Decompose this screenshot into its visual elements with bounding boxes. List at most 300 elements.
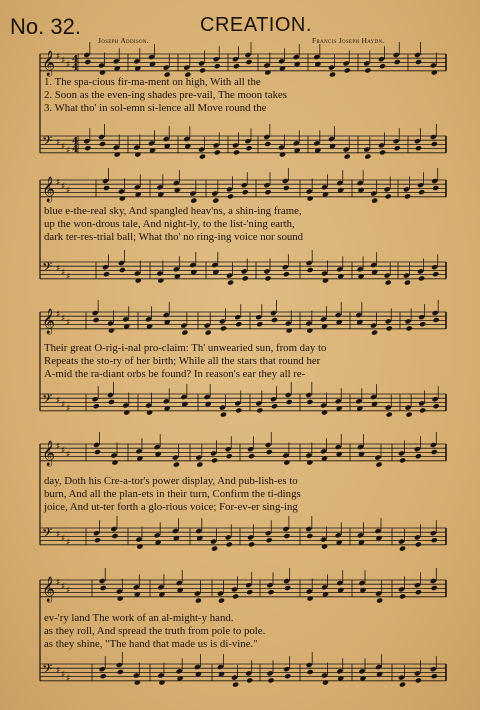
- note-head: [322, 277, 329, 283]
- note-head: [113, 58, 120, 64]
- note-head: [306, 188, 313, 194]
- note-head: [99, 69, 106, 75]
- sharp-icon: ♯: [61, 670, 66, 680]
- note-head: [267, 677, 274, 683]
- note-head: [190, 198, 197, 204]
- treble-clef-icon: 𝄞: [42, 51, 56, 76]
- note-head: [218, 598, 225, 604]
- sharp-icon: ♯: [56, 52, 61, 62]
- note-head: [344, 154, 351, 160]
- note-head: [358, 580, 365, 586]
- note-head: [84, 145, 91, 151]
- note-head: [357, 532, 364, 538]
- note-head: [385, 318, 392, 324]
- note-head: [321, 184, 328, 190]
- note-head: [283, 185, 290, 191]
- note-head: [358, 668, 365, 674]
- note-head: [195, 598, 202, 604]
- note-head: [148, 54, 155, 60]
- note-head: [285, 392, 292, 398]
- note-head: [102, 264, 109, 270]
- note-head: [107, 392, 114, 398]
- note-head: [173, 462, 180, 468]
- note-head: [245, 145, 252, 151]
- note-head: [385, 193, 392, 199]
- note-head: [176, 580, 183, 586]
- note-head: [283, 271, 290, 277]
- sharp-icon: ♯: [61, 56, 66, 66]
- note-head: [246, 589, 253, 595]
- note-head: [133, 144, 140, 150]
- sharp-icon: ♯: [56, 530, 61, 540]
- note-head: [84, 59, 91, 65]
- note-head: [399, 682, 406, 688]
- note-head: [195, 455, 202, 461]
- treble-clef-icon: 𝄞: [42, 441, 56, 466]
- note-head: [375, 591, 382, 597]
- note-head: [135, 277, 142, 283]
- note-head: [176, 668, 183, 674]
- note-head: [98, 134, 105, 140]
- note-head: [306, 260, 313, 266]
- note-head: [398, 586, 405, 592]
- note-head: [282, 264, 289, 270]
- note-head: [205, 330, 212, 336]
- note-head: [306, 588, 313, 594]
- note-head: [231, 586, 238, 592]
- note-head: [285, 320, 292, 326]
- note-head: [282, 526, 289, 532]
- note-head: [227, 280, 234, 286]
- note-head: [135, 448, 142, 454]
- note-head: [111, 459, 118, 465]
- note-head: [430, 578, 437, 584]
- note-head: [181, 330, 188, 336]
- note-head: [270, 310, 277, 316]
- note-head: [418, 275, 425, 281]
- note-head: [225, 446, 232, 452]
- note-head: [204, 323, 211, 329]
- sharp-icon: ♯: [56, 578, 61, 588]
- note-head: [103, 185, 110, 191]
- note-head: [355, 312, 362, 318]
- note-head: [219, 405, 226, 411]
- note-head: [246, 677, 253, 683]
- bass-clef-icon: 𝄢: [42, 259, 53, 278]
- note-head: [336, 266, 343, 272]
- note-head: [378, 56, 385, 62]
- note-head: [384, 273, 391, 279]
- note-head: [430, 530, 437, 536]
- note-head: [248, 541, 255, 547]
- note-head: [157, 277, 164, 283]
- note-head: [370, 394, 377, 400]
- note-head: [384, 186, 391, 192]
- note-head: [370, 323, 377, 329]
- note-head: [255, 400, 262, 406]
- note-head: [194, 664, 201, 670]
- bass-clef-icon: 𝄢: [42, 133, 53, 152]
- note-head: [233, 149, 240, 155]
- note-head: [417, 268, 424, 274]
- note-head: [83, 138, 90, 144]
- sharp-icon: ♯: [61, 446, 66, 456]
- lyrics-system-2: [44, 205, 454, 244]
- lyric-line: ev-'ry land The work of an al-might-y hand.: [44, 612, 234, 624]
- lyric-line: blue e-the-real sky, And spangled heav'ns, a shin-ing frame,: [44, 205, 302, 217]
- treble-clef-icon: 𝄞: [42, 577, 56, 602]
- note-head: [405, 405, 412, 411]
- note-head: [305, 392, 312, 398]
- sharp-icon: ♯: [66, 186, 71, 196]
- note-head: [122, 402, 129, 408]
- note-head: [376, 598, 383, 604]
- note-head: [242, 189, 249, 195]
- note-head: [418, 314, 425, 320]
- time-signature-bottom: 4: [72, 145, 79, 155]
- note-head: [135, 536, 142, 542]
- note-head: [157, 584, 164, 590]
- note-head: [419, 407, 426, 413]
- note-head: [119, 267, 126, 273]
- treble-clef-icon: 𝄞: [42, 177, 56, 202]
- note-head: [94, 449, 101, 455]
- note-head: [157, 672, 164, 678]
- sharp-icon: ♯: [61, 400, 66, 410]
- sharp-icon: ♯: [66, 146, 71, 156]
- note-head: [283, 459, 290, 465]
- note-head: [432, 396, 439, 402]
- note-head: [414, 534, 421, 540]
- note-head: [183, 65, 190, 71]
- sharp-icon: ♯: [66, 450, 71, 460]
- note-head: [374, 455, 381, 461]
- note-head: [226, 453, 233, 459]
- note-head: [247, 534, 254, 540]
- sharp-icon: ♯: [61, 268, 66, 278]
- note-head: [227, 193, 234, 199]
- note-head: [204, 394, 211, 400]
- lyrics-system-3: [44, 342, 454, 381]
- note-head: [199, 67, 206, 73]
- lyrics-system-1: [44, 76, 454, 115]
- note-head: [266, 670, 273, 676]
- note-head: [336, 668, 343, 674]
- note-head: [404, 193, 411, 199]
- note-head: [99, 578, 106, 584]
- note-head: [394, 59, 401, 65]
- sharp-icon: ♯: [61, 534, 66, 544]
- note-head: [430, 134, 437, 140]
- sharp-icon: ♯: [61, 182, 66, 192]
- note-head: [328, 65, 335, 71]
- note-head: [357, 266, 364, 272]
- lyric-line: 1. The spa-cious fir-ma-ment on high, With all the: [44, 76, 261, 88]
- note-head: [114, 151, 121, 157]
- note-head: [93, 403, 100, 409]
- lyrics-system-5: [44, 612, 454, 651]
- sharp-icon: ♯: [56, 666, 61, 676]
- note-head: [320, 402, 327, 408]
- note-head: [245, 670, 252, 676]
- note-head: [432, 185, 439, 191]
- note-head: [264, 189, 271, 195]
- note-head: [117, 595, 124, 601]
- note-head: [156, 184, 163, 190]
- note-head: [404, 280, 411, 286]
- note-head: [335, 398, 342, 404]
- note-head: [283, 533, 290, 539]
- note-head: [414, 52, 421, 58]
- note-head: [432, 271, 439, 277]
- note-head: [231, 675, 238, 681]
- sharp-icon: ♯: [56, 178, 61, 188]
- note-head: [415, 59, 422, 65]
- note-head: [415, 145, 422, 151]
- sharp-icon: ♯: [61, 142, 66, 152]
- note-head: [379, 63, 386, 69]
- note-head: [172, 455, 179, 461]
- note-head: [196, 462, 203, 468]
- note-head: [431, 537, 438, 543]
- note-head: [264, 69, 271, 75]
- note-head: [265, 442, 272, 448]
- note-head: [386, 325, 393, 331]
- note-head: [430, 666, 437, 672]
- note-head: [335, 532, 342, 538]
- note-head: [265, 530, 272, 536]
- lyric-line: Repeats the sto-ry of her birth; While all the stars that round her: [44, 355, 321, 367]
- note-head: [282, 452, 289, 458]
- note-head: [399, 593, 406, 599]
- note-head: [322, 679, 329, 685]
- note-head: [418, 189, 425, 195]
- time-signature-top: 4: [72, 137, 79, 147]
- note-head: [214, 63, 221, 69]
- sharp-icon: ♯: [61, 314, 66, 324]
- note-head: [134, 679, 141, 685]
- note-head: [286, 327, 293, 333]
- note-head: [398, 675, 405, 681]
- note-head: [198, 60, 205, 66]
- note-head: [163, 312, 170, 318]
- note-head: [305, 452, 312, 458]
- note-head: [415, 589, 422, 595]
- sharp-icon: ♯: [66, 60, 71, 70]
- note-head: [103, 271, 110, 277]
- note-head: [336, 580, 343, 586]
- note-head: [233, 63, 240, 69]
- note-head: [306, 662, 313, 668]
- note-head: [220, 412, 227, 418]
- hymn-title: CREATION.: [200, 14, 312, 36]
- note-head: [266, 449, 273, 455]
- note-head: [264, 275, 271, 281]
- note-head: [264, 141, 271, 147]
- note-head: [263, 268, 270, 274]
- sharp-icon: ♯: [61, 582, 66, 592]
- lyric-line: burn, And all the plan-ets in their turn, Confirm the ti-dings: [44, 488, 301, 500]
- note-head: [266, 537, 273, 543]
- bass-clef-icon: 𝄢: [42, 525, 53, 544]
- note-head: [134, 270, 141, 276]
- note-head: [244, 138, 251, 144]
- note-head: [357, 180, 364, 186]
- sharp-icon: ♯: [56, 138, 61, 148]
- sharp-icon: ♯: [66, 674, 71, 684]
- note-head: [399, 457, 406, 463]
- note-head: [431, 69, 438, 75]
- note-head: [154, 532, 161, 538]
- note-head: [364, 67, 371, 73]
- note-head: [379, 149, 386, 155]
- note-head: [108, 327, 115, 333]
- note-head: [232, 142, 239, 148]
- note-head: [306, 327, 313, 333]
- note-head: [370, 191, 377, 197]
- note-head: [419, 321, 426, 327]
- note-head: [213, 142, 220, 148]
- note-head: [226, 273, 233, 279]
- note-head: [374, 528, 381, 534]
- hymn-number: No. 32.: [10, 14, 81, 39]
- note-head: [172, 528, 179, 534]
- note-head: [210, 539, 217, 545]
- lyric-line: 3. What tho' in sol-emn si-lence all Move round the: [44, 102, 267, 114]
- note-head: [336, 180, 343, 186]
- note-head: [247, 446, 254, 452]
- lyric-line: A-mid the ra-diant orbs be found? In reason's ear they all re-: [44, 368, 306, 380]
- note-head: [232, 593, 239, 599]
- note-head: [245, 582, 252, 588]
- note-head: [180, 323, 187, 329]
- sharp-icon: ♯: [66, 586, 71, 596]
- note-head: [242, 275, 249, 281]
- note-head: [286, 399, 293, 405]
- note-head: [217, 664, 224, 670]
- note-head: [414, 138, 421, 144]
- note-head: [199, 154, 206, 160]
- note-head: [335, 312, 342, 318]
- note-head: [394, 145, 401, 151]
- note-head: [134, 151, 141, 157]
- lyric-line: 2. Soon as the even-ing shades pre-vail, The moon takes: [44, 89, 287, 101]
- note-head: [189, 262, 196, 268]
- note-head: [321, 672, 328, 678]
- note-head: [99, 141, 106, 147]
- note-head: [198, 147, 205, 153]
- note-head: [117, 669, 124, 675]
- lyric-line: as they shine, "The hand that made us is di-vine.": [44, 638, 258, 650]
- lyric-line: day, Doth his Cre-a-tor's power display, And pub-lish-es to: [44, 475, 298, 487]
- note-head: [270, 396, 277, 402]
- note-head: [320, 448, 327, 454]
- note-head: [283, 666, 290, 672]
- note-head: [278, 58, 285, 64]
- note-head: [108, 399, 115, 405]
- note-head: [305, 320, 312, 326]
- note-head: [232, 56, 239, 62]
- note-head: [364, 154, 371, 160]
- note-head: [234, 400, 241, 406]
- note-head: [92, 310, 99, 316]
- note-head: [134, 184, 141, 190]
- treble-clef-icon: 𝄞: [42, 309, 56, 334]
- note-head: [431, 585, 438, 591]
- note-head: [363, 60, 370, 66]
- note-head: [163, 398, 170, 404]
- note-head: [279, 151, 286, 157]
- note-head: [211, 191, 218, 197]
- note-head: [433, 403, 440, 409]
- note-head: [398, 539, 405, 545]
- sharp-icon: ♯: [66, 538, 71, 548]
- note-head: [226, 541, 233, 547]
- note-head: [370, 262, 377, 268]
- note-head: [307, 195, 314, 201]
- note-head: [293, 54, 300, 60]
- note-head: [363, 147, 370, 153]
- note-head: [211, 546, 218, 552]
- note-head: [110, 452, 117, 458]
- note-head: [100, 585, 107, 591]
- note-head: [357, 444, 364, 450]
- note-head: [375, 664, 382, 670]
- note-head: [321, 543, 328, 549]
- note-head: [194, 591, 201, 597]
- note-head: [263, 134, 270, 140]
- author-credit: Joseph Addison.: [98, 36, 149, 45]
- note-head: [283, 578, 290, 584]
- note-head: [335, 444, 342, 450]
- note-head: [226, 186, 233, 192]
- note-head: [266, 582, 273, 588]
- note-head: [100, 673, 107, 679]
- note-head: [219, 318, 226, 324]
- note-head: [343, 147, 350, 153]
- note-head: [173, 180, 180, 186]
- note-head: [244, 52, 251, 58]
- note-head: [378, 142, 385, 148]
- note-head: [145, 316, 152, 322]
- lyric-line: as they roll, And spread the truth from pole to pole.: [44, 625, 266, 637]
- note-head: [225, 534, 232, 540]
- note-head: [213, 56, 220, 62]
- note-head: [344, 67, 351, 73]
- note-head: [183, 136, 190, 142]
- note-head: [83, 52, 90, 58]
- note-head: [263, 182, 270, 188]
- note-head: [110, 526, 117, 532]
- note-head: [306, 399, 313, 405]
- note-head: [431, 449, 438, 455]
- note-head: [321, 270, 328, 276]
- note-head: [405, 318, 412, 324]
- note-head: [119, 195, 126, 201]
- note-head: [313, 54, 320, 60]
- time-signature-bottom: 4: [72, 63, 79, 73]
- note-head: [123, 409, 130, 415]
- note-head: [111, 533, 118, 539]
- note-head: [415, 541, 422, 547]
- note-head: [211, 262, 218, 268]
- note-head: [256, 407, 263, 413]
- note-head: [210, 450, 217, 456]
- note-head: [156, 270, 163, 276]
- note-head: [271, 317, 278, 323]
- note-head: [232, 682, 239, 688]
- lyric-line: Their great O-rig-i-nal pro-claim: Th' unwearied sun, from day to: [44, 342, 327, 354]
